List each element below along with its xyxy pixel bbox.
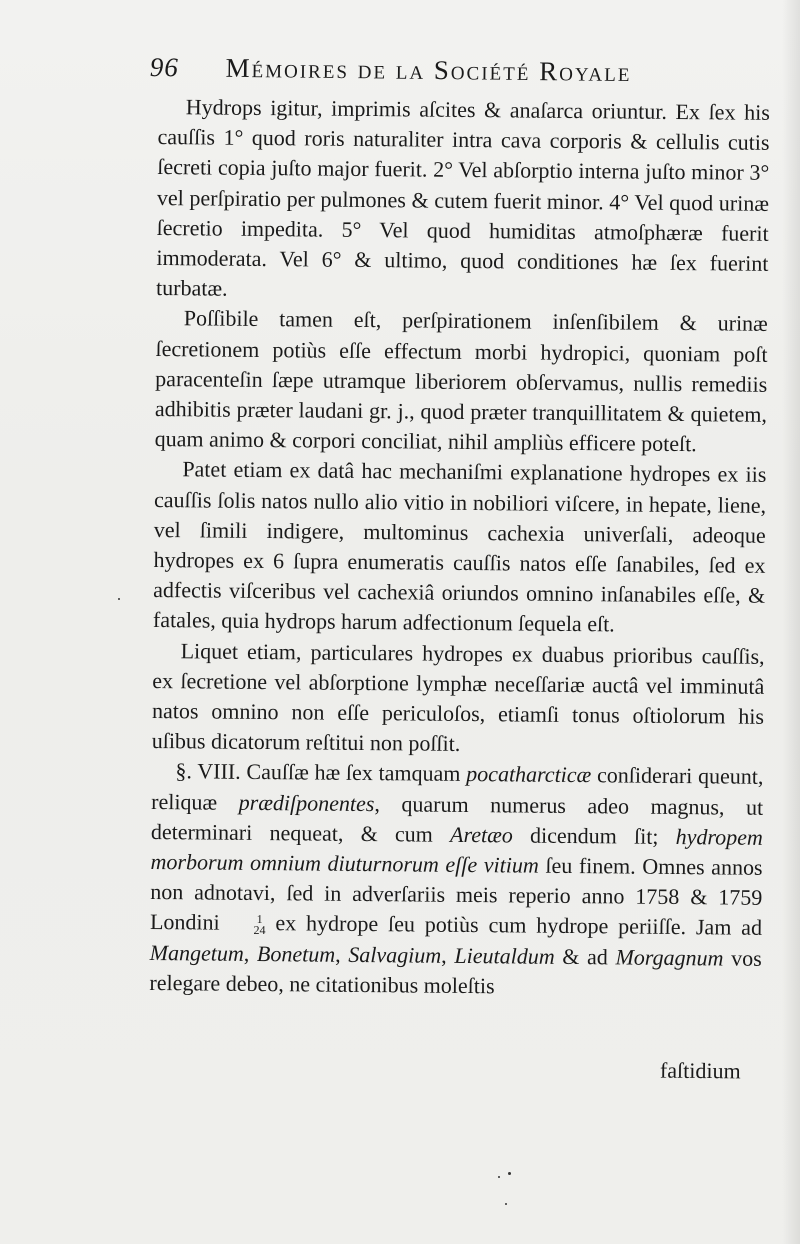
running-title: Mémoires de la Société Royale bbox=[225, 52, 632, 88]
fraction-denominator: 24 bbox=[253, 923, 266, 938]
italic-name: Aretæo bbox=[449, 821, 513, 848]
ink-speck bbox=[118, 598, 120, 600]
fraction bbox=[229, 914, 265, 936]
italic-name: Lieutaldum bbox=[454, 942, 555, 969]
ink-speck bbox=[505, 1203, 507, 1205]
section-mark: §. VIII. bbox=[175, 758, 241, 785]
italic-name: Bonetum bbox=[256, 940, 336, 967]
catchword: faſtidium bbox=[659, 1057, 741, 1084]
italic-term: prædiſponentes bbox=[238, 789, 375, 816]
italic-name: Salvagium bbox=[348, 941, 442, 968]
body-text bbox=[149, 92, 770, 1004]
italic-name: Morgagnum bbox=[615, 944, 724, 971]
italic-term: pocatharcticæ bbox=[466, 761, 592, 788]
paragraph-section-viii: §. VIII. Cauſſæ hæ ſex tamquam pocatharcticæ conſiderari queunt, reliquæ prædiſponentes, quarum numerus adeo magnus, ut determinari nequeat, & cum Aretæo dicendum ſit; hydropem morborum omnium diuturnorum eſſe vitium ſeu finem. Omnes annos non adnotavi, ſed in adverſariis meis reperio anno 1758 & 1759 Londini 1 24 ex hydrope ſeu potiùs cum hydrope periiſſe. Jam ad Mangetum, Bonetum, Salvagium, Lieutaldum & ad Morgagnum vos relegare debeo, ne citationibus moleſtis bbox=[149, 758, 764, 999]
fraction-numerator: 1 bbox=[256, 912, 263, 927]
ink-speck bbox=[498, 1176, 500, 1178]
paragraph-perspiration: Poſſibile tamen eſt, perſpirationem inſenſibilem & urinæ ſecretionem potiùs eſſe effectum morbi hydropici, quoniam poſt paracenteſin ſæpe utramque liberiorem obſervamus, nullis remediis adhibitis præter laudani gr. j., quod præter tranquillitatem & quietem, quam animo & corpori conciliat, nihil ampliùs efficere poteſt. bbox=[154, 305, 768, 457]
paragraph-particular-hydropes: Liquet etiam, particulares hydropes ex duabus prioribus cauſſis, ex ſecretione vel abſorptione lymphæ neceſſariæ auctâ vel imminutâ natos omnino non eſſe periculoſos, etiamſi tonus oſtiolorum his uſibus dicatorum reſtitui non poſſit. bbox=[151, 637, 765, 757]
page-number: 96 bbox=[149, 52, 179, 83]
ink-speck bbox=[508, 1172, 511, 1175]
paragraph-mechanism: Patet etiam ex datâ hac mechaniſmi explanatione hydropes ex iis cauſſis ſolis natos nullo alio vitio in nobiliori viſcere, in hepate, liene, vel ſimili indigere, multominus cachexia univerſali, adeoque hydropes ex 6 ſupra enumeratis cauſſis natos eſſe ſanabiles, ſed ex adfectis viſceribus vel cachexiâ oriundos omnino inſanabiles eſſe, & fatales, quia hydrops harum adfectionum ſequela eſt. bbox=[152, 456, 767, 637]
italic-name: Mangetum bbox=[149, 939, 244, 966]
italic-quote: hydropem morborum omnium diuturnorum eſſe vitium bbox=[150, 823, 764, 878]
paragraph-hydrops-causes: Hydrops igitur, imprimis aſcites & anaſarca oriuntur. Ex ſex his cauſſis 1° quod roris naturaliter intra cava corporis & cellulis cutis ſecreti copia juſto major fuerit. 2° Vel abſorptio interna juſto minor 3° vel perſpiratio per pulmones & cutem fuerit minor. 4° Vel quod urinæ ſecretio impedita. 5° Vel quod humiditas atmoſphæræ fuerit immoderata. Vel 6° & ultimo, quod conditiones hæ ſex fuerint turbatæ. bbox=[156, 94, 770, 301]
page-edge-shadow bbox=[782, 0, 800, 1244]
running-header bbox=[150, 52, 730, 98]
